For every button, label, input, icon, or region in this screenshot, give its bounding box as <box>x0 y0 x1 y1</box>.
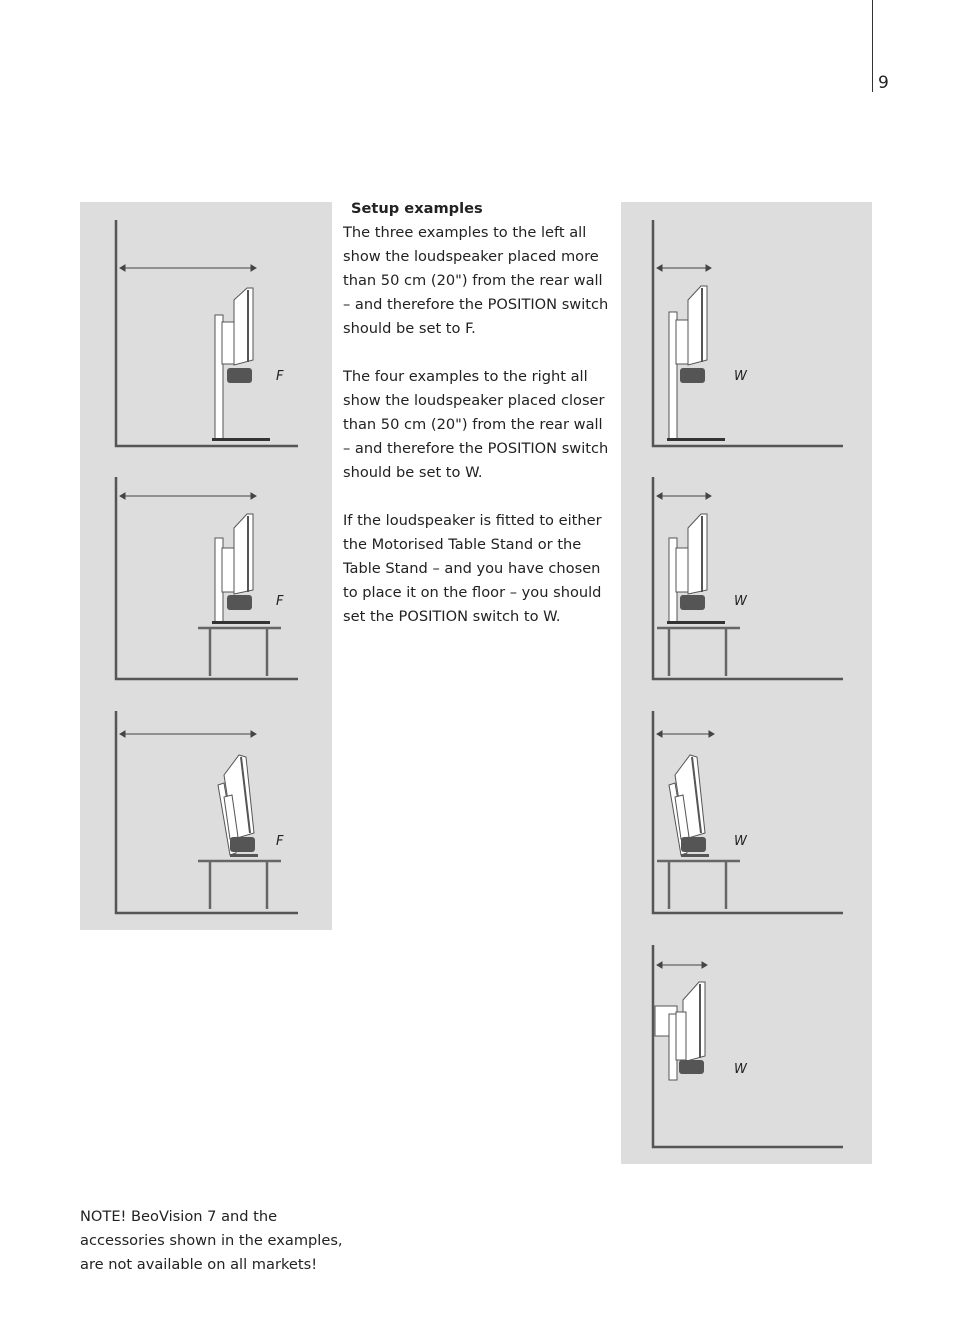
table <box>657 861 740 909</box>
table <box>198 628 281 676</box>
loudspeaker <box>680 368 705 383</box>
position-label-w: W <box>734 594 747 609</box>
position-label-w: W <box>734 369 747 384</box>
loudspeaker <box>680 595 705 610</box>
position-label-w: W <box>734 834 747 849</box>
illustration-tilted-wall <box>637 705 857 925</box>
position-label-f: F <box>276 369 284 384</box>
loudspeaker <box>230 837 255 852</box>
illustration-tilted-far <box>100 705 320 925</box>
distance-arrow <box>120 731 256 737</box>
table <box>198 861 281 909</box>
illustration-wall-bracket <box>637 938 857 1158</box>
illustration-floor-stand-far <box>100 210 320 460</box>
tv-set <box>655 982 705 1080</box>
paragraph-far-placement: The three examples to the left all show the loudspeaker placed more than 50 cm (20") from the rear wall – and therefore the POSITION switch should be set to F. <box>343 224 609 337</box>
availability-note: NOTE! BeoVision 7 and the accessories shown in the examples, are not available on all markets! <box>80 1208 343 1273</box>
body-text-column <box>343 197 613 653</box>
paragraph-table-stand: If the loudspeaker is fitted to either the Motorised Table Stand or the Table Stand – and you have chosen to place it on the floor – you should set the POSITION switch to W. <box>343 512 602 625</box>
section-heading: Setup examples <box>351 200 483 217</box>
tv-set <box>667 514 725 624</box>
position-label-w: W <box>734 1062 747 1077</box>
illustration-table-stand-far <box>100 470 320 690</box>
illustration-floor-stand-wall <box>637 210 857 460</box>
page-rule <box>872 0 873 92</box>
distance-arrow <box>657 731 714 737</box>
position-label-f: F <box>276 594 284 609</box>
loudspeaker <box>227 595 252 610</box>
loudspeaker <box>681 837 706 852</box>
tv-set <box>212 514 270 624</box>
paragraph-close-placement: The four examples to the right all show the loudspeaker placed closer than 50 cm (20") from the rear wall – and therefore the POSITION switch should be set to W. <box>343 368 609 481</box>
distance-arrow <box>657 493 711 499</box>
loudspeaker <box>227 368 252 383</box>
tv-set <box>212 288 270 441</box>
illustration-table-stand-wall <box>637 470 857 690</box>
distance-arrow <box>120 265 256 271</box>
page-number: 9 <box>878 73 889 93</box>
loudspeaker <box>679 1060 704 1074</box>
table <box>657 628 740 676</box>
tv-set <box>667 286 725 441</box>
distance-arrow <box>657 265 711 271</box>
position-label-f: F <box>276 834 284 849</box>
tv-set <box>218 755 258 857</box>
tv-set <box>669 755 709 857</box>
distance-arrow <box>120 493 256 499</box>
distance-arrow <box>657 962 707 968</box>
